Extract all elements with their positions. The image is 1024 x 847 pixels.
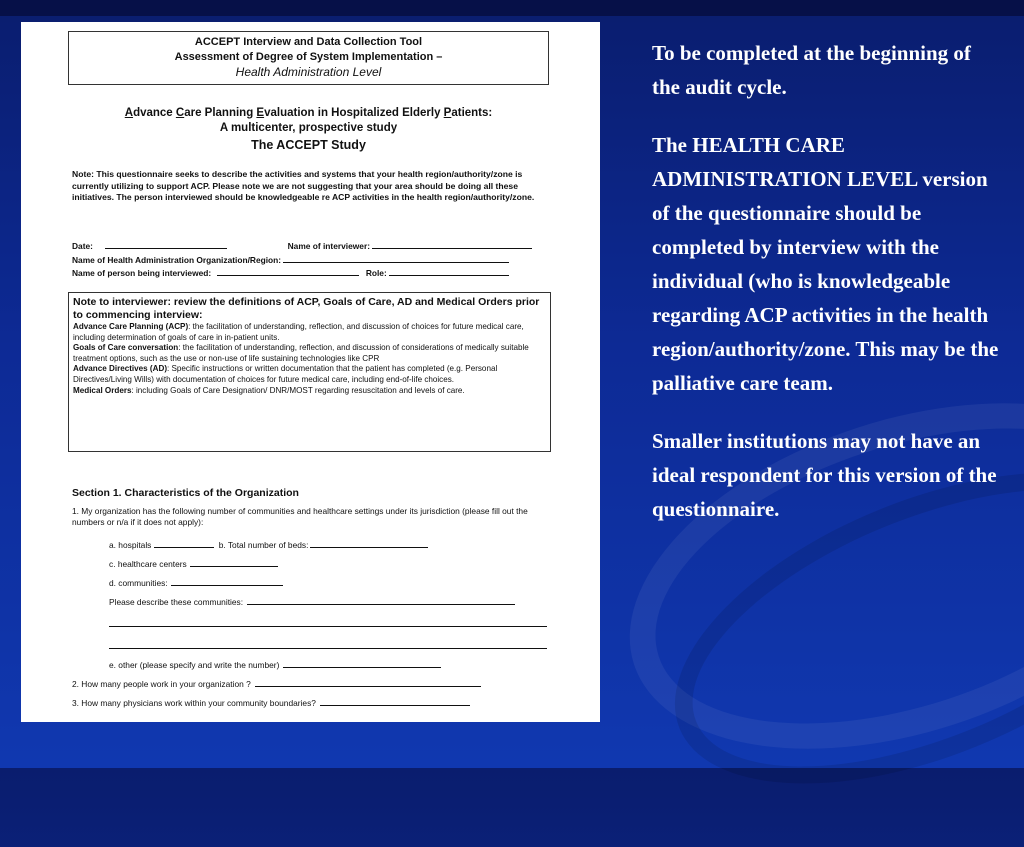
beds-line xyxy=(310,538,428,548)
definition-advance-directives xyxy=(73,364,546,385)
definitions-box xyxy=(68,292,551,452)
study-initial-e: E xyxy=(256,107,265,119)
question-3-line xyxy=(320,696,470,706)
question-2-text: 2. How many people work in your organization ? xyxy=(72,679,251,689)
healthcare-centers-label: c. healthcare centers xyxy=(109,559,187,569)
item-healthcare-centers xyxy=(72,557,562,576)
interviewer-label: Name of interviewer: xyxy=(287,241,370,251)
study-word: are Planning xyxy=(184,107,257,119)
field-row-date xyxy=(72,239,562,253)
section-1-heading: Section 1. Characteristics of the Organization xyxy=(72,487,299,499)
paragraph-timing: To be completed at the beginning of the audit cycle. xyxy=(652,41,971,99)
communities-label: d. communities: xyxy=(109,578,168,588)
hospitals-label: a. hospitals xyxy=(109,540,152,550)
communities-line xyxy=(171,576,283,586)
term-acp: Advance Care Planning (ACP) xyxy=(73,322,189,331)
beds-label: b. Total number of beds: xyxy=(218,540,309,550)
field-row-organization xyxy=(72,253,562,267)
organization-label: Name of Health Administration Organization/Region: xyxy=(72,254,282,265)
study-initial-c: C xyxy=(175,107,185,119)
interview-fields xyxy=(72,239,562,280)
title-line-1: ACCEPT Interview and Data Collection Tool xyxy=(194,36,423,48)
describe-line xyxy=(247,595,515,605)
describe-label: Please describe these communities: xyxy=(109,597,244,607)
other-line xyxy=(283,658,441,668)
interviewer-line xyxy=(372,239,532,249)
document-title-box xyxy=(68,31,549,85)
healthcare-centers-line xyxy=(190,557,278,567)
study-title xyxy=(68,106,549,153)
person-line xyxy=(217,266,359,276)
item-communities xyxy=(72,576,562,595)
term-ad: Advance Directives (AD) xyxy=(73,364,168,374)
text-ad: : Specific instructions or written documentation that the patient has completed (e.g. Personal Directives/Living Wills) with documentation of choices for future medical care, including end-of-life choices. xyxy=(73,364,498,384)
study-line-1 xyxy=(68,106,549,121)
question-3-text: 3. How many physicians work within your community boundaries? xyxy=(72,698,316,708)
field-row-person xyxy=(72,266,562,280)
question-1: 1. My organization has the following number of communities and healthcare settings under its jurisdiction (please fill out the numbers or n/a if it does not apply): xyxy=(72,506,528,527)
study-word: atients: xyxy=(451,107,493,119)
role-line xyxy=(389,266,509,276)
study-line-3: The ACCEPT Study xyxy=(251,138,366,152)
organization-line xyxy=(283,253,509,263)
section-1 xyxy=(72,486,562,715)
study-initial-p: P xyxy=(443,107,452,119)
text-goc: : the facilitation of understanding, reflection, and discussion of considerations of medically suitable treatment options, such as the use or non-use of life sustaining technologies like CPR xyxy=(73,343,529,363)
definitions-heading: Note to interviewer: review the definitions of ACP, Goals of Care, AD and Medical Orders prior to commencing interview: xyxy=(73,296,540,321)
hospitals-line xyxy=(154,538,214,548)
item-other xyxy=(72,658,562,677)
top-band xyxy=(0,0,1024,16)
term-mo: Medical Orders xyxy=(73,385,132,395)
questionnaire-note: Note: This questionnaire seeks to describe the activities and systems that your health region/authority/zone is currently utilizing to support ACP. Please note we are not suggesting that your area should be doing all these initiatives. The person interviewed should be knowledgeable re ACP activities in the health region/authority/zone. xyxy=(72,169,535,202)
question-2-line xyxy=(255,677,481,687)
study-initial-a: A xyxy=(124,107,134,119)
item-hospitals-beds xyxy=(72,538,562,557)
item-describe xyxy=(72,595,562,614)
term-goc: Goals of Care conversation xyxy=(73,343,179,353)
definition-goals-of-care xyxy=(73,343,546,364)
role-label: Role: xyxy=(365,268,387,278)
question-2 xyxy=(72,677,562,696)
other-label: e. other (please specify and write the number) xyxy=(109,660,280,670)
definition-acp xyxy=(73,322,546,343)
questionnaire-document-image xyxy=(21,22,600,722)
question-3 xyxy=(72,696,562,715)
text-mo: : including Goals of Care Designation/ DNR/MOST regarding resuscitation and levels of care. xyxy=(131,385,465,395)
study-line-2: A multicenter, prospective study xyxy=(219,122,398,134)
date-label: Date: xyxy=(72,241,93,251)
study-word: dvance xyxy=(133,107,176,119)
describe-line-3 xyxy=(109,636,547,649)
describe-line-2 xyxy=(109,614,547,627)
text-acp: : the facilitation of understanding, reflection, and discussion of choices for future medical care, including determination of goals of care in in-patient units. xyxy=(73,322,524,342)
slide-text xyxy=(652,36,1002,550)
definition-medical-orders xyxy=(73,386,546,397)
title-line-3: Health Administration Level xyxy=(235,65,382,79)
paragraph-smaller-institutions: Smaller institutions may not have an ideal respondent for this version of the questionnaire. xyxy=(652,429,997,521)
paragraph-respondent: The HEALTH CARE ADMINISTRATION LEVEL version of the questionnaire should be completed by interview with the individual (who is knowledgeable regarding ACP activities in the health region/authority/zone. This may be the palliative care team. xyxy=(652,133,999,395)
title-line-2: Assessment of Degree of System Implementation – xyxy=(174,51,443,63)
study-word: valuation in Hospitalized Elderly xyxy=(264,107,444,119)
date-line xyxy=(105,239,227,249)
person-label: Name of person being interviewed: xyxy=(72,268,212,278)
